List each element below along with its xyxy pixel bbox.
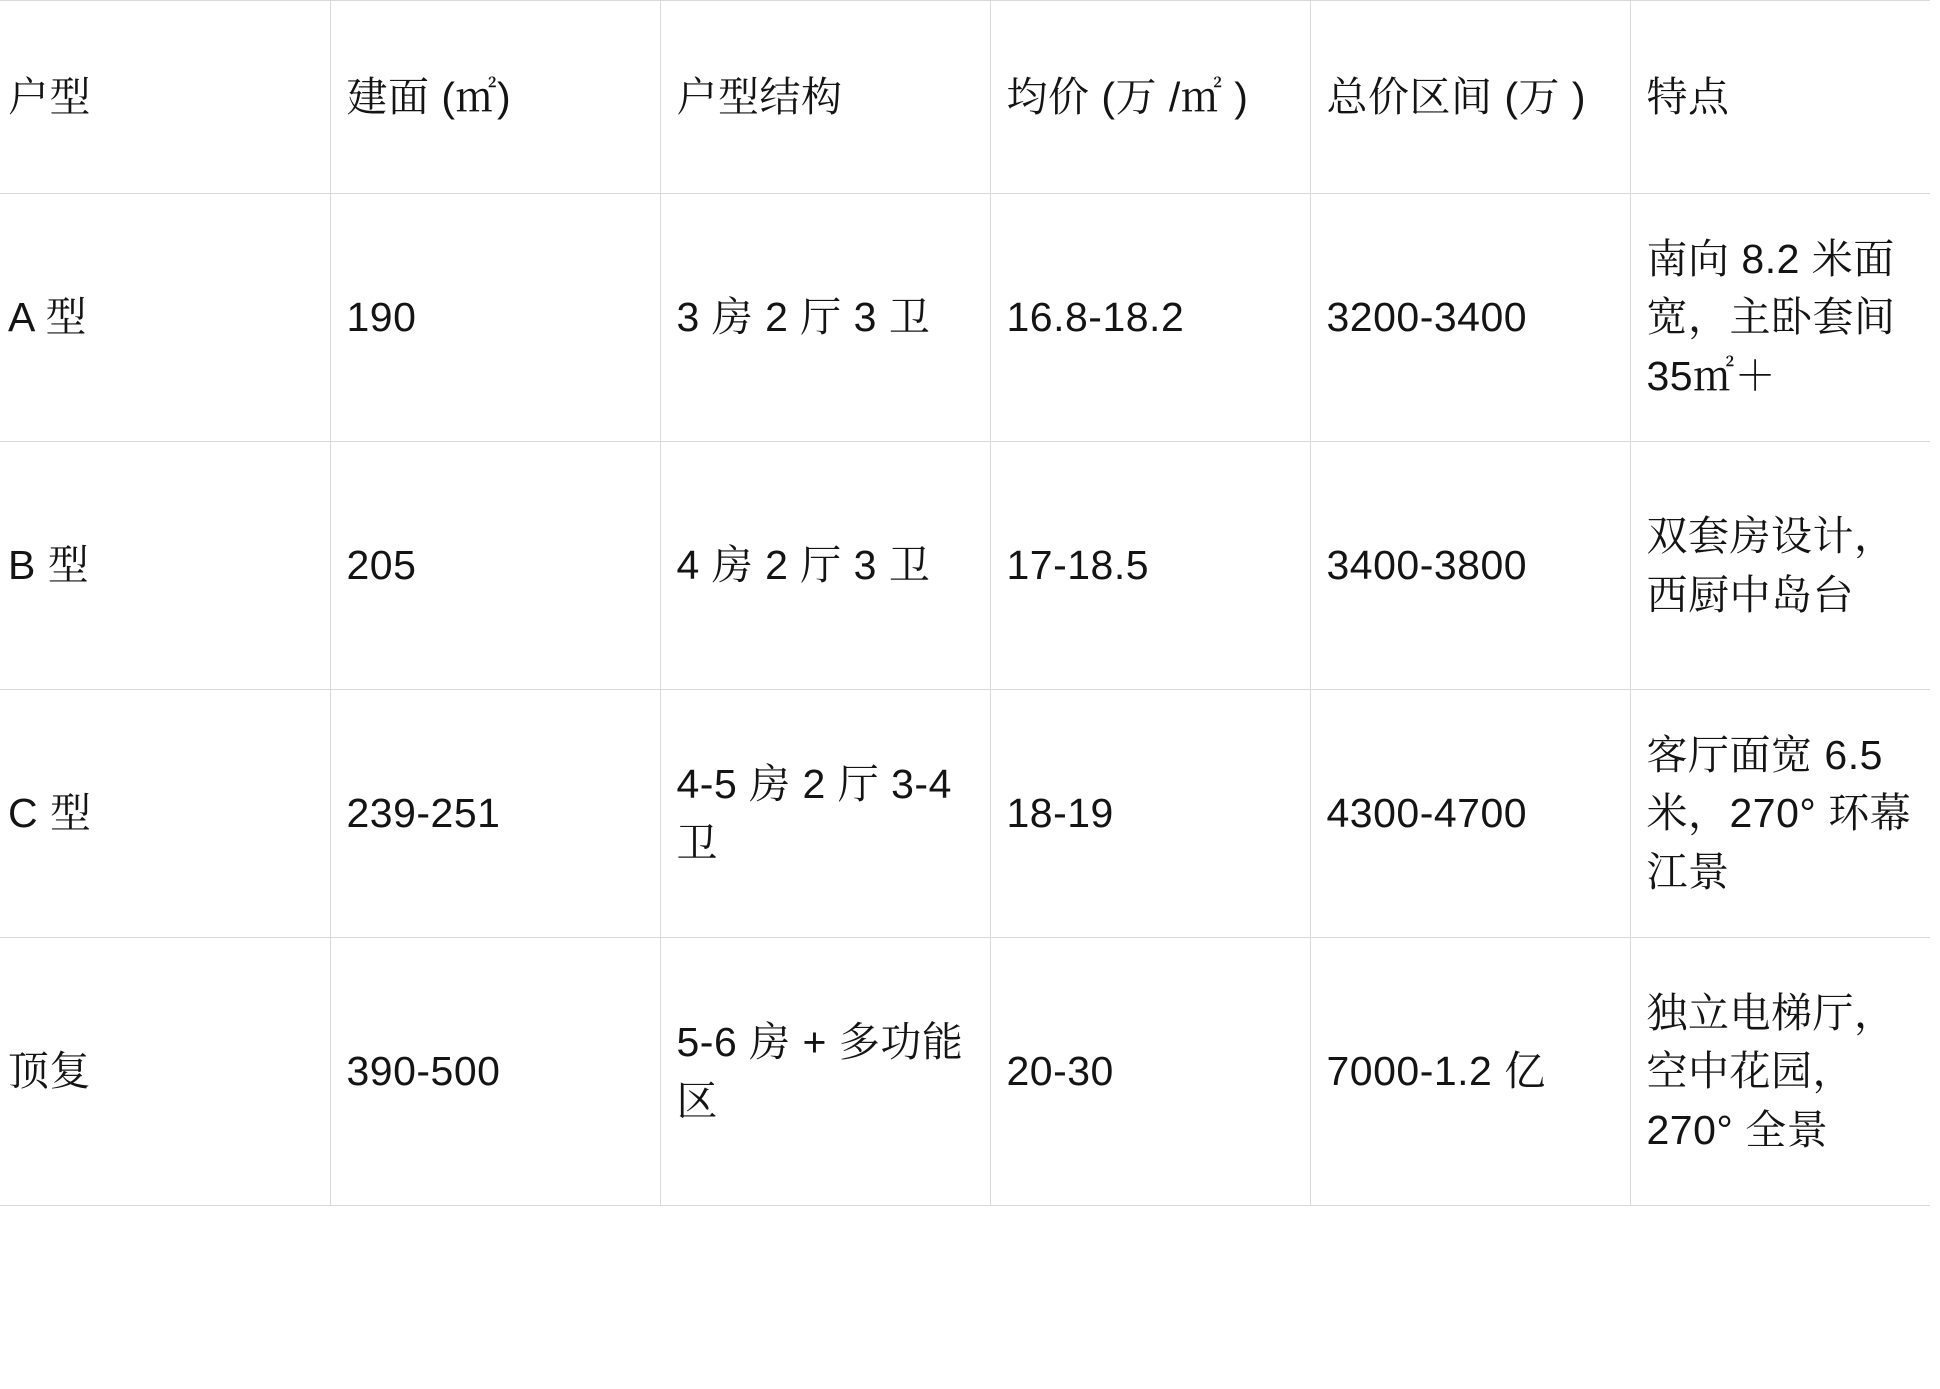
column-header-unit-price: 均价 (万 /㎡ ) — [990, 1, 1310, 194]
cell-features: 客厅面宽 6.5 米，270° 环幕江景 — [1630, 690, 1930, 938]
table-row — [0, 194, 1930, 442]
cell-structure: 3 房 2 厅 3 卫 — [660, 194, 990, 442]
table-body — [0, 194, 1930, 1206]
cell-structure: 4-5 房 2 厅 3-4 卫 — [660, 690, 990, 938]
table-header — [0, 1, 1930, 194]
table-row — [0, 442, 1930, 690]
table-row — [0, 938, 1930, 1206]
table-row — [0, 690, 1930, 938]
cell-features: 独立电梯厅，空中花园，270° 全景 — [1630, 938, 1930, 1206]
cell-unit-price: 18-19 — [990, 690, 1310, 938]
cell-unit-type: B 型 — [0, 442, 330, 690]
column-header-total-price: 总价区间 (万 ) — [1310, 1, 1630, 194]
cell-unit-price: 17-18.5 — [990, 442, 1310, 690]
cell-total-price: 7000-1.2 亿 — [1310, 938, 1630, 1206]
cell-total-price: 3200-3400 — [1310, 194, 1630, 442]
cell-unit-type: 顶复 — [0, 938, 330, 1206]
cell-area: 239-251 — [330, 690, 660, 938]
cell-area: 190 — [330, 194, 660, 442]
column-header-structure: 户型结构 — [660, 1, 990, 194]
cell-features: 南向 8.2 米面宽，主卧套间 35㎡＋ — [1630, 194, 1930, 442]
column-header-unit-type: 户型 — [0, 1, 330, 194]
cell-unit-type: A 型 — [0, 194, 330, 442]
cell-total-price: 3400-3800 — [1310, 442, 1630, 690]
column-header-area: 建面 (㎡) — [330, 1, 660, 194]
cell-structure: 4 房 2 厅 3 卫 — [660, 442, 990, 690]
cell-unit-price: 20-30 — [990, 938, 1310, 1206]
column-header-features: 特点 — [1630, 1, 1930, 194]
cell-unit-price: 16.8-18.2 — [990, 194, 1310, 442]
cell-unit-type: C 型 — [0, 690, 330, 938]
cell-features: 双套房设计，西厨中岛台 — [1630, 442, 1930, 690]
cell-area: 390-500 — [330, 938, 660, 1206]
cell-structure: 5-6 房 + 多功能区 — [660, 938, 990, 1206]
cell-total-price: 4300-4700 — [1310, 690, 1630, 938]
table-header-row — [0, 1, 1930, 194]
cell-area: 205 — [330, 442, 660, 690]
